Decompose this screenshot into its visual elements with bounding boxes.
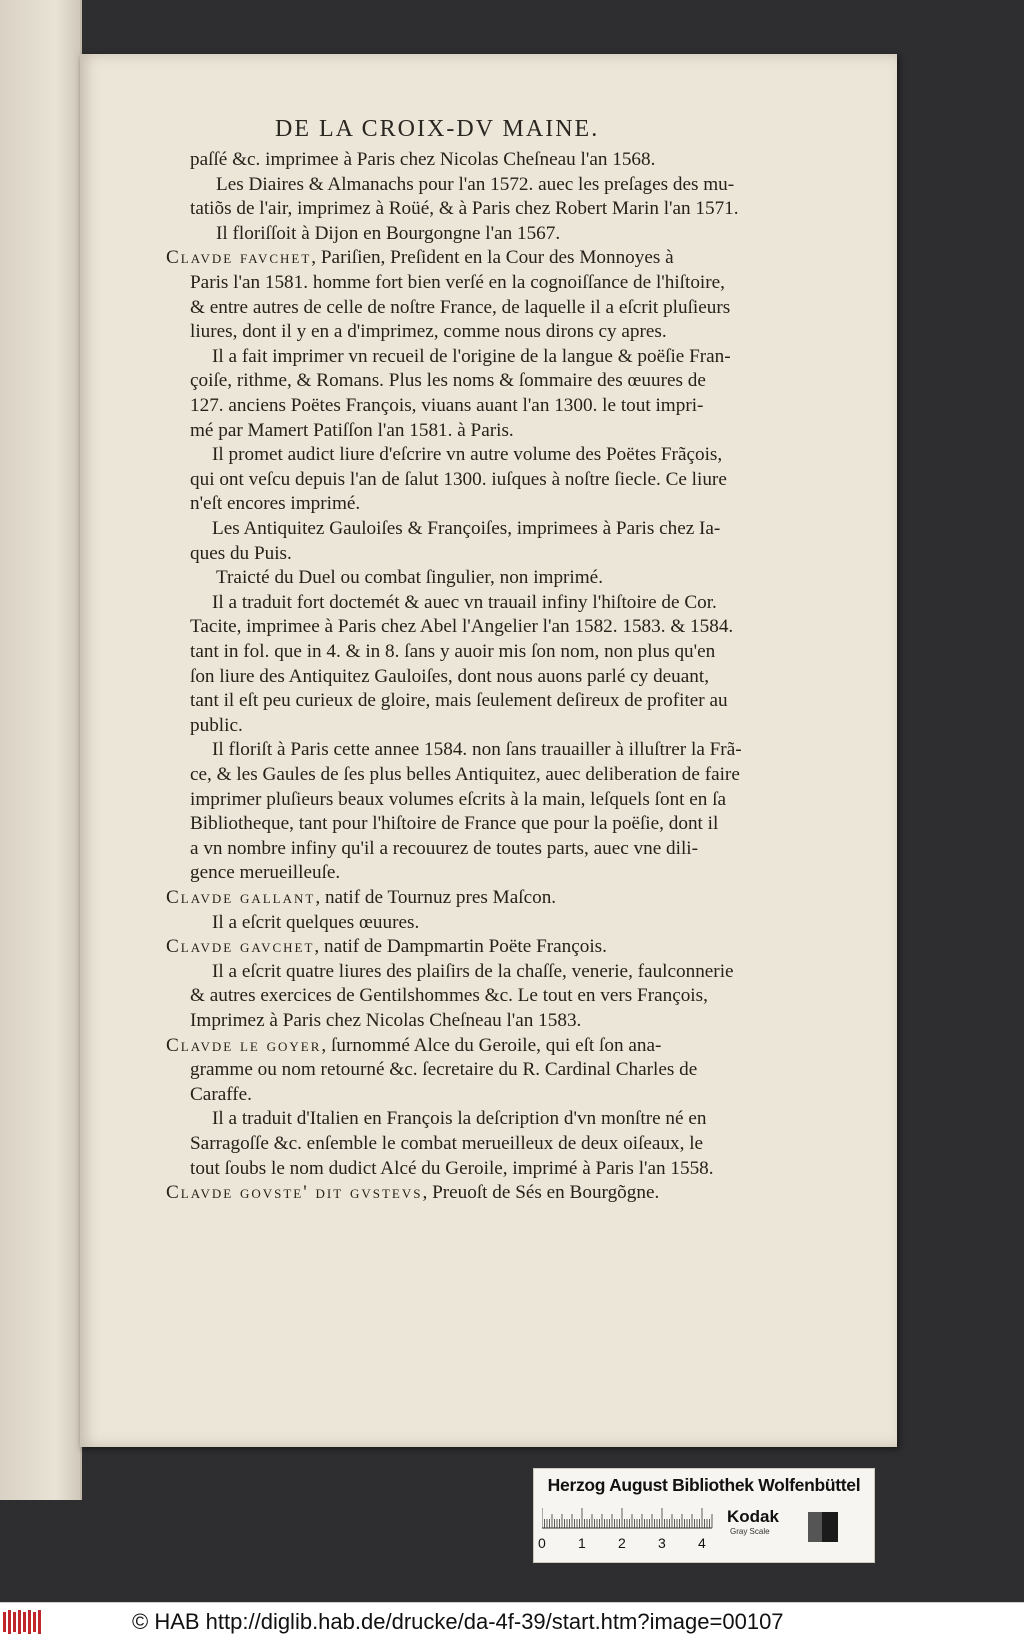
line-text: tout ſoubs le nom dudict Alcé du Geroile, imprimé à Paris l'an 1558. bbox=[190, 1157, 714, 1179]
author-name: Clavde gavchet bbox=[166, 936, 315, 958]
text-line bbox=[190, 270, 725, 295]
line-text: , Preuoſt de Sés en Bourgõgne. bbox=[422, 1182, 660, 1204]
hab-logo-icon bbox=[3, 1609, 45, 1635]
line-text: Il a traduit d'Italien en François la deſcription d'vn monſtre né en bbox=[212, 1108, 707, 1130]
line-text: tant il eſt peu curieux de gloire, mais ſeulement deſireux de profiter au bbox=[190, 690, 728, 712]
ruler-numbers bbox=[538, 1535, 728, 1551]
line-text: Les Diaires & Almanachs pour l'an 1572. auec les preſages des mu- bbox=[216, 173, 735, 195]
text-line bbox=[190, 614, 733, 639]
kodak-logo: Kodak bbox=[727, 1507, 779, 1526]
line-text: ſon liure des Antiquitez Gauloiſes, dont nous auons parlé cy deuant, bbox=[190, 665, 710, 687]
entry-heading-line bbox=[166, 885, 556, 910]
line-text: Bibliotheque, tant pour l'hiſtoire de France que pour la poëſie, dont il bbox=[190, 813, 719, 835]
line-text: gramme ou nom retourné &c. ſecretaire du R. Cardinal Charles de bbox=[190, 1059, 698, 1081]
text-line bbox=[190, 1131, 703, 1156]
author-name: Clavde govste' dit gvstevs bbox=[166, 1182, 423, 1204]
line-text: gence merueilleuſe. bbox=[190, 862, 341, 884]
text-line bbox=[216, 172, 734, 197]
text-line bbox=[190, 688, 728, 713]
text-line bbox=[212, 344, 731, 369]
line-text: Il floriſſoit à Dijon en Bourgongne l'an 1567. bbox=[216, 222, 561, 244]
text-line bbox=[190, 664, 709, 689]
library-color-card bbox=[533, 1468, 875, 1563]
facing-page-edge bbox=[0, 0, 82, 1500]
copyright-url[interactable]: © HAB http://diglib.hab.de/drucke/da-4f-39/start.htm?image=00107 bbox=[132, 1609, 784, 1634]
line-text: mé par Mamert Patiſſon l'an 1581. à Paris. bbox=[190, 419, 514, 441]
line-text: , natif de Tournuz pres Maſcon. bbox=[315, 887, 557, 908]
line-text: tatiõs de l'air, imprimez à Roüé, & à Paris chez Robert Marin l'an 1571. bbox=[190, 198, 739, 220]
book-page bbox=[80, 54, 897, 1447]
line-text: qui ont veſcu depuis l'an de ſalut 1300. iuſques à noſtre ſiecle. Ce liure bbox=[190, 468, 727, 490]
line-text: & autres exercices de Gentilshommes &c. Le tout en vers François, bbox=[190, 985, 708, 1007]
text-line bbox=[190, 368, 706, 393]
line-text: , natif de Dampmartin Poëte François. bbox=[314, 936, 607, 958]
line-text: Il promet audict liure d'eſcrire vn autre volume des Poëtes Frãçois, bbox=[212, 444, 723, 466]
line-text: a vn nombre infiny qu'il a recouurez de toutes parts, auec vne dili- bbox=[190, 837, 699, 859]
author-name: Clavde gallant bbox=[166, 887, 316, 908]
author-name: Clavde le goyer bbox=[166, 1034, 322, 1056]
text-line bbox=[190, 1082, 252, 1107]
line-text: tant in fol. que in 4. & in 8. ſans y auoir mis ſon nom, non plus qu'en bbox=[190, 641, 716, 662]
text-line bbox=[190, 295, 730, 320]
line-text: Traicté du Duel ou combat ſingulier, non imprimé. bbox=[216, 567, 604, 589]
text-line bbox=[212, 1106, 706, 1131]
text-line bbox=[190, 811, 718, 836]
text-line bbox=[216, 565, 603, 590]
line-text: Il a fait imprimer vn recueil de l'origine de la langue & poëſie Fran- bbox=[212, 345, 731, 367]
text-line bbox=[190, 836, 698, 861]
text-line bbox=[212, 590, 717, 615]
text-line bbox=[212, 442, 722, 467]
ruler-number: 1 bbox=[578, 1535, 586, 1551]
text-line bbox=[190, 541, 292, 566]
line-text: Il a eſcrit quelques œuures. bbox=[212, 911, 420, 933]
entry-heading-line bbox=[166, 934, 607, 959]
text-line bbox=[190, 1008, 581, 1033]
entry-heading-line bbox=[166, 1180, 659, 1205]
line-text: , Pariſien, Preſident en la Cour des Monnoyes à bbox=[311, 247, 674, 269]
line-text: Les Antiquitez Gauloiſes & Françoiſes, imprimees à Paris chez Ia- bbox=[212, 518, 721, 539]
text-line bbox=[190, 418, 514, 443]
text-line bbox=[190, 639, 715, 664]
text-line bbox=[190, 319, 667, 344]
text-line bbox=[190, 713, 243, 738]
gray-swatch bbox=[808, 1512, 838, 1542]
text-line bbox=[212, 959, 734, 984]
line-text: Imprimez à Paris chez Nicolas Cheſneau l'an 1583. bbox=[190, 1010, 582, 1031]
author-name: Clavde favchet bbox=[166, 247, 312, 269]
text-line bbox=[190, 196, 739, 221]
line-text: , ſurnommé Alce du Geroile, qui eſt ſon ana- bbox=[321, 1034, 662, 1056]
line-text: Il floriſt à Paris cette annee 1584. non ſans trauailler à illuſtrer la Frã- bbox=[212, 739, 742, 761]
ruler-number: 0 bbox=[538, 1535, 546, 1551]
entry-heading-line bbox=[166, 1033, 661, 1058]
text-line bbox=[190, 983, 708, 1008]
entry-heading-line bbox=[166, 245, 674, 270]
line-text: ce, & les Gaules de ſes plus belles Antiquitez, auec deliberation de faire bbox=[190, 764, 740, 785]
text-line bbox=[190, 467, 727, 492]
text-line bbox=[190, 860, 340, 885]
line-text: Tacite, imprimee à Paris chez Abel l'Angelier l'an 1582. 1583. & 1584. bbox=[190, 616, 734, 638]
ruler-number: 4 bbox=[698, 1535, 706, 1551]
text-line bbox=[190, 393, 703, 418]
line-text: liures, dont il y en a d'imprimez, comme nous dirons cy apres. bbox=[190, 321, 667, 343]
line-text: Il a eſcrit quatre liures des plaiſirs de la chaſſe, venerie, faulconnerie bbox=[212, 960, 734, 982]
gray-scale-label: Gray Scale bbox=[730, 1527, 770, 1536]
text-line bbox=[190, 491, 360, 516]
text-line bbox=[190, 762, 740, 787]
text-line bbox=[212, 737, 742, 762]
running-header: DE LA CROIX-DV MAINE. bbox=[275, 116, 600, 142]
ruler-scale bbox=[542, 1507, 722, 1529]
line-text: & entre autres de celle de noſtre France, de laquelle il a eſcrit pluſieurs bbox=[190, 296, 731, 318]
line-text: Paris l'an 1581. homme fort bien verſé en la cognoiſſance de l'hiſtoire, bbox=[190, 272, 725, 293]
text-line bbox=[216, 221, 560, 246]
library-name: Herzog August Bibliothek Wolfenbüttel bbox=[547, 1475, 861, 1495]
text-line bbox=[190, 1156, 714, 1181]
text-line bbox=[190, 1057, 697, 1082]
line-text: n'eſt encores imprimé. bbox=[190, 493, 361, 515]
line-text: public. bbox=[190, 714, 243, 736]
ruler-number: 3 bbox=[658, 1535, 666, 1551]
line-text: 127. anciens Poëtes François, viuans auant l'an 1300. le tout impri- bbox=[190, 395, 704, 416]
line-text: Caraffe. bbox=[190, 1083, 252, 1105]
line-text: imprimer pluſieurs beaux volumes eſcrits à la main, leſquels ſont en ſa bbox=[190, 788, 727, 810]
line-text: Sarragoſſe &c. enſemble le combat merueilleux de deux oiſeaux, le bbox=[190, 1133, 704, 1154]
text-line bbox=[190, 787, 726, 812]
text-line bbox=[212, 910, 419, 935]
viewer-footer bbox=[0, 1602, 1024, 1641]
ruler-number: 2 bbox=[618, 1535, 626, 1551]
line-text: Il a traduit fort doctemét & auec vn trauail infiny l'hiſtoire de Cor. bbox=[212, 591, 717, 613]
text-line bbox=[212, 516, 720, 541]
line-text: paſſé &c. imprimee à Paris chez Nicolas Cheſneau l'an 1568. bbox=[190, 149, 656, 170]
text-line bbox=[190, 147, 655, 172]
line-text: çoiſe, rithme, & Romans. Plus les noms & ſommaire des œuures de bbox=[190, 370, 706, 392]
line-text: ques du Puis. bbox=[190, 542, 292, 564]
